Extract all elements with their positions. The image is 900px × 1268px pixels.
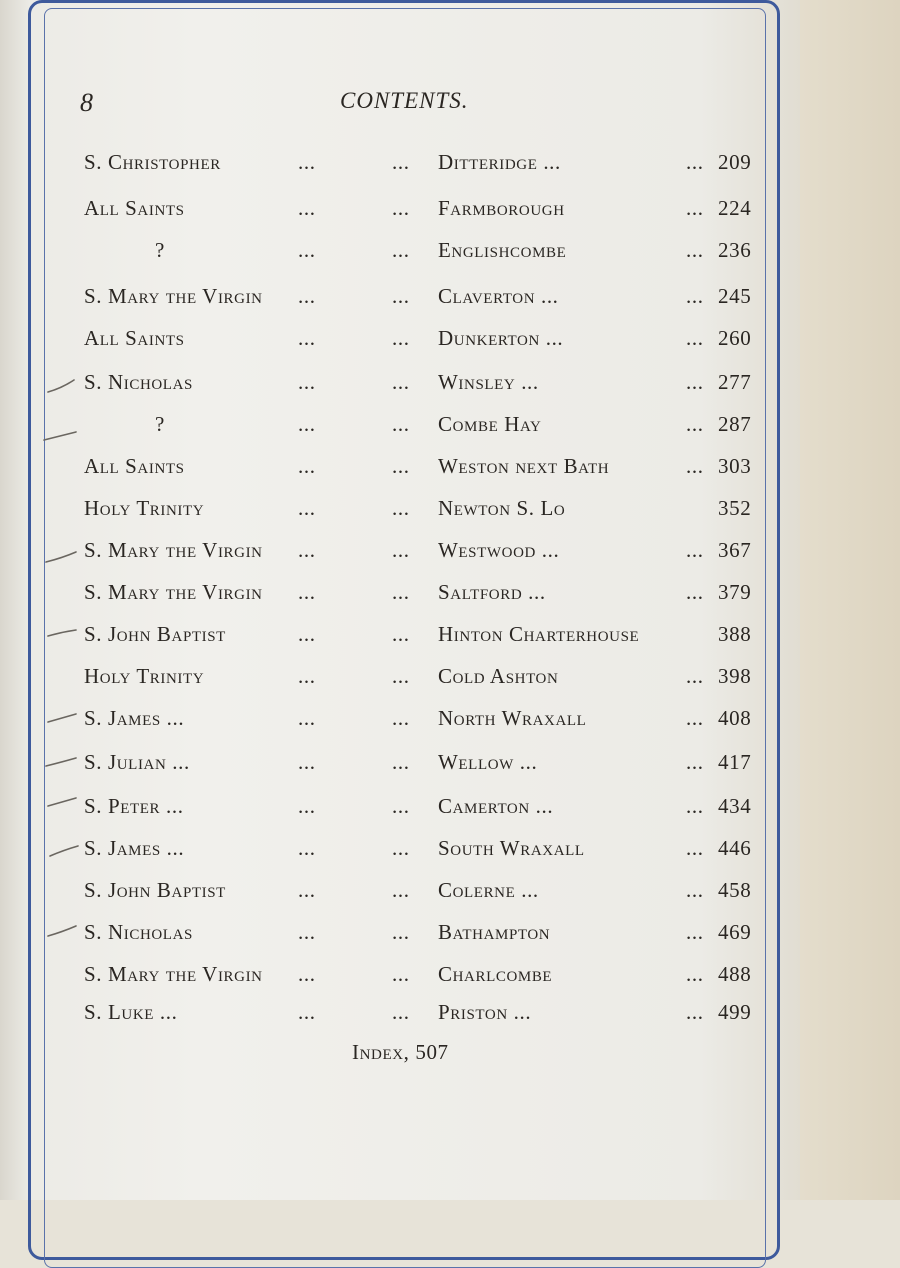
page-reference: 499	[718, 1000, 752, 1024]
leader-dots: ...	[298, 1000, 316, 1024]
contents-row	[0, 326, 900, 360]
leader-dots: ...	[392, 794, 410, 818]
leader-dots: ...	[298, 622, 316, 646]
page-reference: 469	[718, 920, 752, 944]
place-name: Priston ...	[438, 1000, 532, 1024]
dedication: S. James ...	[84, 706, 185, 730]
page-reference: 379	[718, 580, 752, 604]
page-reference: 398	[718, 664, 752, 688]
place-name: Dunkerton ...	[438, 326, 564, 350]
contents-row	[0, 538, 900, 572]
leader-dots: ...	[392, 962, 410, 986]
leader-dots: ...	[298, 326, 316, 350]
contents-row	[0, 580, 900, 614]
leader-dots: ...	[686, 664, 704, 688]
leader-dots: ...	[298, 920, 316, 944]
leader-dots: ...	[298, 412, 316, 436]
contents-row	[0, 370, 900, 404]
place-name: Englishcombe	[438, 238, 567, 262]
page-reference: 417	[718, 750, 752, 774]
dedication: S. James ...	[84, 836, 185, 860]
dedication: S. Peter ...	[84, 794, 184, 818]
dedication: S. Luke ...	[84, 1000, 178, 1024]
dedication: S. John Baptist	[84, 622, 226, 646]
leader-dots: ...	[392, 496, 410, 520]
contents-row	[0, 412, 900, 446]
index-entry: Index, 507	[352, 1040, 449, 1064]
page-reference: 458	[718, 878, 752, 902]
contents-row	[0, 454, 900, 488]
page-reference: 352	[718, 496, 752, 520]
leader-dots: ...	[686, 412, 704, 436]
dedication: S. Mary the Virgin	[84, 962, 263, 986]
leader-dots: ...	[686, 196, 704, 220]
place-name: Ditteridge ...	[438, 150, 561, 174]
page-reference: 287	[718, 412, 752, 436]
leader-dots: ...	[298, 238, 316, 262]
leader-dots: ...	[392, 454, 410, 478]
contents-row	[0, 150, 900, 184]
leader-dots: ...	[298, 150, 316, 174]
contents-row	[0, 878, 900, 912]
page-reference: 434	[718, 794, 752, 818]
leader-dots: ...	[392, 326, 410, 350]
contents-row	[0, 706, 900, 740]
dedication: S. John Baptist	[84, 878, 226, 902]
page-reference: 245	[718, 284, 752, 308]
leader-dots: ...	[686, 326, 704, 350]
leader-dots: ...	[686, 238, 704, 262]
place-name: Weston next Bath	[438, 454, 610, 478]
page-reference: 388	[718, 622, 752, 646]
page-title: CONTENTS.	[340, 88, 469, 113]
leader-dots: ...	[298, 794, 316, 818]
page-reference: 367	[718, 538, 752, 562]
leader-dots: ...	[298, 538, 316, 562]
leader-dots: ...	[298, 496, 316, 520]
place-name: South Wraxall	[438, 836, 585, 860]
dedication: All Saints	[84, 326, 185, 350]
place-name: Wellow ...	[438, 750, 538, 774]
dedication: S. Mary the Virgin	[84, 580, 263, 604]
leader-dots: ...	[298, 196, 316, 220]
page-reference: 260	[718, 326, 752, 350]
contents-row	[0, 920, 900, 954]
leader-dots: ...	[686, 150, 704, 174]
leader-dots: ...	[392, 412, 410, 436]
place-name: Hinton Charterhouse	[438, 622, 640, 646]
dedication: ?	[155, 238, 165, 262]
page-reference: 209	[718, 150, 752, 174]
leader-dots: ...	[392, 238, 410, 262]
place-name: Camerton ...	[438, 794, 554, 818]
contents-row	[0, 664, 900, 698]
leader-dots: ...	[298, 962, 316, 986]
leader-dots: ...	[392, 750, 410, 774]
leader-dots: ...	[686, 706, 704, 730]
leader-dots: ...	[392, 622, 410, 646]
page-reference: 408	[718, 706, 752, 730]
leader-dots: ...	[392, 878, 410, 902]
leader-dots: ...	[686, 284, 704, 308]
contents-row	[0, 284, 900, 318]
leader-dots: ...	[392, 706, 410, 730]
page-reference: 277	[718, 370, 752, 394]
leader-dots: ...	[686, 794, 704, 818]
place-name: Westwood ...	[438, 538, 560, 562]
place-name: Winsley ...	[438, 370, 539, 394]
leader-dots: ...	[298, 580, 316, 604]
dedication: S. Mary the Virgin	[84, 538, 263, 562]
dedication: All Saints	[84, 196, 185, 220]
page-reference: 488	[718, 962, 752, 986]
page-reference: 303	[718, 454, 752, 478]
contents-row	[0, 196, 900, 230]
leader-dots: ...	[392, 196, 410, 220]
leader-dots: ...	[686, 370, 704, 394]
place-name: Newton S. Lo	[438, 496, 566, 520]
dedication: S. Julian ...	[84, 750, 190, 774]
leader-dots: ...	[298, 284, 316, 308]
leader-dots: ...	[392, 370, 410, 394]
contents-row	[0, 238, 900, 272]
leader-dots: ...	[298, 370, 316, 394]
leader-dots: ...	[686, 920, 704, 944]
page-reference: 224	[718, 196, 752, 220]
leader-dots: ...	[686, 580, 704, 604]
leader-dots: ...	[298, 706, 316, 730]
page-reference: 446	[718, 836, 752, 860]
leader-dots: ...	[392, 580, 410, 604]
leader-dots: ...	[392, 664, 410, 688]
leader-dots: ...	[686, 750, 704, 774]
place-name: Colerne ...	[438, 878, 539, 902]
place-name: Farmborough	[438, 196, 565, 220]
place-name: Combe Hay	[438, 412, 542, 436]
dedication: S. Nicholas	[84, 920, 193, 944]
page-number: 8	[80, 88, 93, 117]
place-name: Bathampton	[438, 920, 551, 944]
leader-dots: ...	[392, 150, 410, 174]
leader-dots: ...	[392, 1000, 410, 1024]
dedication: S. Christopher	[84, 150, 221, 174]
leader-dots: ...	[298, 454, 316, 478]
leader-dots: ...	[686, 538, 704, 562]
leader-dots: ...	[392, 920, 410, 944]
leader-dots: ...	[392, 284, 410, 308]
leader-dots: ...	[686, 1000, 704, 1024]
contents-row	[0, 1000, 900, 1034]
place-name: North Wraxall	[438, 706, 587, 730]
leader-dots: ...	[392, 836, 410, 860]
leader-dots: ...	[392, 538, 410, 562]
leader-dots: ...	[686, 878, 704, 902]
contents-row	[0, 836, 900, 870]
contents-row	[0, 496, 900, 530]
leader-dots: ...	[298, 750, 316, 774]
leader-dots: ...	[686, 454, 704, 478]
dedication: S. Nicholas	[84, 370, 193, 394]
place-name: Saltford ...	[438, 580, 546, 604]
page-reference: 236	[718, 238, 752, 262]
place-name: Claverton ...	[438, 284, 559, 308]
leader-dots: ...	[686, 836, 704, 860]
dedication: Holy Trinity	[84, 496, 205, 520]
dedication: ?	[155, 412, 165, 436]
dedication: All Saints	[84, 454, 185, 478]
contents-row	[0, 794, 900, 828]
dedication: S. Mary the Virgin	[84, 284, 263, 308]
leader-dots: ...	[298, 664, 316, 688]
leader-dots: ...	[298, 836, 316, 860]
leader-dots: ...	[298, 878, 316, 902]
leader-dots: ...	[686, 962, 704, 986]
contents-row	[0, 622, 900, 656]
contents-row	[0, 750, 900, 784]
contents-row	[0, 962, 900, 996]
place-name: Charlcombe	[438, 962, 553, 986]
place-name: Cold Ashton	[438, 664, 559, 688]
dedication: Holy Trinity	[84, 664, 205, 688]
